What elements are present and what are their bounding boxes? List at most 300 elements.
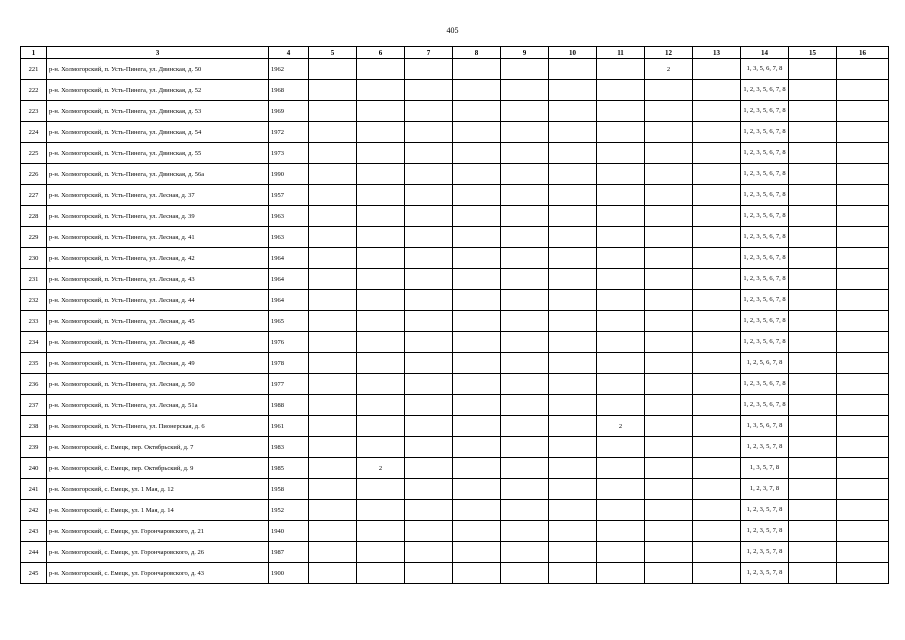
- year-cell: 1977: [269, 374, 309, 395]
- col8-cell: [453, 479, 501, 500]
- table-row: [21, 164, 889, 185]
- col5-cell: [309, 353, 357, 374]
- col13-cell: [693, 185, 741, 206]
- col8-cell: [453, 332, 501, 353]
- row-number-cell: 235: [21, 353, 47, 374]
- row-number-cell: 232: [21, 290, 47, 311]
- col8-cell: [453, 458, 501, 479]
- address-cell: р-н. Холмогорский, п. Усть-Пинега, ул. Двинская, д. 54: [47, 122, 269, 143]
- col12-cell: [645, 80, 693, 101]
- col14-cell: 1, 2, 3, 5, 6, 7, 8: [741, 164, 789, 185]
- col15-cell: [789, 164, 837, 185]
- col12-cell: [645, 563, 693, 584]
- table-row: [21, 437, 889, 458]
- col5-cell: [309, 59, 357, 80]
- col6-cell: [357, 206, 405, 227]
- address-cell: р-н. Холмогорский, п. Усть-Пинега, ул. Лесная, д. 50: [47, 374, 269, 395]
- col8-cell: [453, 122, 501, 143]
- col8-cell: [453, 374, 501, 395]
- col16-cell: [837, 437, 889, 458]
- col12-cell: [645, 206, 693, 227]
- col7-cell: [405, 521, 453, 542]
- col9-cell: [501, 248, 549, 269]
- col11-cell: [597, 59, 645, 80]
- col10-cell: [549, 332, 597, 353]
- col16-cell: [837, 416, 889, 437]
- col12-cell: [645, 248, 693, 269]
- col9-cell: [501, 101, 549, 122]
- col15-cell: [789, 206, 837, 227]
- col14-cell: 1, 2, 3, 5, 7, 8: [741, 542, 789, 563]
- col15-cell: [789, 500, 837, 521]
- col16-cell: [837, 248, 889, 269]
- address-cell: р-н. Холмогорский, п. Усть-Пинега, ул. Лесная, д. 44: [47, 290, 269, 311]
- col11-cell: [597, 353, 645, 374]
- column-header: 15: [789, 47, 837, 59]
- col10-cell: [549, 59, 597, 80]
- column-header: 11: [597, 47, 645, 59]
- col8-cell: [453, 563, 501, 584]
- page-number: 405: [446, 26, 459, 35]
- col6-cell: [357, 164, 405, 185]
- col9-cell: [501, 458, 549, 479]
- col7-cell: [405, 80, 453, 101]
- col16-cell: [837, 374, 889, 395]
- header-row: [21, 47, 889, 59]
- col7-cell: [405, 143, 453, 164]
- table-body: [21, 59, 889, 584]
- col16-cell: [837, 59, 889, 80]
- col5-cell: [309, 122, 357, 143]
- year-cell: 1940: [269, 521, 309, 542]
- col5-cell: [309, 80, 357, 101]
- col13-cell: [693, 164, 741, 185]
- col14-cell: 1, 2, 3, 5, 6, 7, 8: [741, 206, 789, 227]
- address-cell: р-н. Холмогорский, п. Усть-Пинега, ул. Лесная, д. 43: [47, 269, 269, 290]
- col13-cell: [693, 542, 741, 563]
- year-cell: 1990: [269, 164, 309, 185]
- col15-cell: [789, 185, 837, 206]
- table-row: [21, 374, 889, 395]
- col12-cell: 2: [645, 59, 693, 80]
- column-header: 6: [357, 47, 405, 59]
- col9-cell: [501, 311, 549, 332]
- col10-cell: [549, 374, 597, 395]
- col14-cell: 1, 3, 5, 7, 8: [741, 458, 789, 479]
- col5-cell: [309, 290, 357, 311]
- col16-cell: [837, 101, 889, 122]
- col8-cell: [453, 521, 501, 542]
- col7-cell: [405, 332, 453, 353]
- col15-cell: [789, 479, 837, 500]
- year-cell: 1983: [269, 437, 309, 458]
- table-row: [21, 143, 889, 164]
- col14-cell: 1, 2, 3, 5, 6, 7, 8: [741, 122, 789, 143]
- col14-cell: 1, 2, 3, 5, 6, 7, 8: [741, 80, 789, 101]
- address-cell: р-н. Холмогорский, п. Усть-Пинега, ул. Двинская, д. 52: [47, 80, 269, 101]
- col16-cell: [837, 395, 889, 416]
- col6-cell: [357, 353, 405, 374]
- col13-cell: [693, 374, 741, 395]
- col12-cell: [645, 290, 693, 311]
- address-cell: р-н. Холмогорский, п. Усть-Пинега, ул. Лесная, д. 48: [47, 332, 269, 353]
- col13-cell: [693, 101, 741, 122]
- table-row: [21, 416, 889, 437]
- row-number-cell: 239: [21, 437, 47, 458]
- col16-cell: [837, 164, 889, 185]
- row-number-cell: 226: [21, 164, 47, 185]
- col12-cell: [645, 521, 693, 542]
- col5-cell: [309, 143, 357, 164]
- col13-cell: [693, 332, 741, 353]
- table-row: [21, 80, 889, 101]
- col13-cell: [693, 479, 741, 500]
- col15-cell: [789, 563, 837, 584]
- col6-cell: [357, 374, 405, 395]
- col12-cell: [645, 416, 693, 437]
- col10-cell: [549, 248, 597, 269]
- col9-cell: [501, 206, 549, 227]
- col12-cell: [645, 122, 693, 143]
- col6-cell: [357, 101, 405, 122]
- col10-cell: [549, 122, 597, 143]
- row-number-cell: 227: [21, 185, 47, 206]
- col11-cell: [597, 80, 645, 101]
- col12-cell: [645, 164, 693, 185]
- col5-cell: [309, 248, 357, 269]
- year-cell: 1968: [269, 80, 309, 101]
- col9-cell: [501, 416, 549, 437]
- col16-cell: [837, 143, 889, 164]
- col8-cell: [453, 164, 501, 185]
- year-cell: 1964: [269, 248, 309, 269]
- col8-cell: [453, 416, 501, 437]
- col10-cell: [549, 542, 597, 563]
- col11-cell: [597, 206, 645, 227]
- col16-cell: [837, 80, 889, 101]
- address-cell: р-н. Холмогорский, с. Емецк, ул. Горончаровского, д. 21: [47, 521, 269, 542]
- col8-cell: [453, 101, 501, 122]
- col12-cell: [645, 185, 693, 206]
- col5-cell: [309, 269, 357, 290]
- col10-cell: [549, 500, 597, 521]
- col7-cell: [405, 395, 453, 416]
- col5-cell: [309, 101, 357, 122]
- address-cell: р-н. Холмогорский, с. Емецк, ул. Горончаровского, д. 43: [47, 563, 269, 584]
- address-cell: р-н. Холмогорский, с. Емецк, пер. Октябрьский, д. 9: [47, 458, 269, 479]
- year-cell: 1900: [269, 563, 309, 584]
- col7-cell: [405, 248, 453, 269]
- col16-cell: [837, 521, 889, 542]
- col13-cell: [693, 437, 741, 458]
- col10-cell: [549, 353, 597, 374]
- col8-cell: [453, 500, 501, 521]
- column-header: 16: [837, 47, 889, 59]
- address-cell: р-н. Холмогорский, п. Усть-Пинега, ул. Двинская, д. 55: [47, 143, 269, 164]
- table-row: [21, 59, 889, 80]
- col16-cell: [837, 206, 889, 227]
- col7-cell: [405, 269, 453, 290]
- col14-cell: 1, 2, 3, 5, 6, 7, 8: [741, 374, 789, 395]
- address-cell: р-н. Холмогорский, п. Усть-Пинега, ул. Лесная, д. 51а: [47, 395, 269, 416]
- col5-cell: [309, 521, 357, 542]
- col10-cell: [549, 227, 597, 248]
- col14-cell: 1, 3, 5, 6, 7, 8: [741, 59, 789, 80]
- year-cell: 1964: [269, 290, 309, 311]
- table-row: [21, 521, 889, 542]
- col16-cell: [837, 122, 889, 143]
- col13-cell: [693, 353, 741, 374]
- col6-cell: [357, 269, 405, 290]
- col10-cell: [549, 80, 597, 101]
- table-row: [21, 122, 889, 143]
- col15-cell: [789, 437, 837, 458]
- col16-cell: [837, 542, 889, 563]
- col15-cell: [789, 374, 837, 395]
- table-row: [21, 101, 889, 122]
- col9-cell: [501, 164, 549, 185]
- col7-cell: [405, 542, 453, 563]
- table-row: [21, 542, 889, 563]
- col6-cell: [357, 80, 405, 101]
- year-cell: 1973: [269, 143, 309, 164]
- col5-cell: [309, 395, 357, 416]
- col9-cell: [501, 185, 549, 206]
- col13-cell: [693, 143, 741, 164]
- col13-cell: [693, 248, 741, 269]
- col14-cell: 1, 2, 3, 5, 6, 7, 8: [741, 290, 789, 311]
- year-cell: 1957: [269, 185, 309, 206]
- col7-cell: [405, 164, 453, 185]
- col11-cell: [597, 122, 645, 143]
- col11-cell: [597, 227, 645, 248]
- col16-cell: [837, 458, 889, 479]
- address-cell: р-н. Холмогорский, п. Усть-Пинега, ул. Лесная, д. 37: [47, 185, 269, 206]
- col10-cell: [549, 143, 597, 164]
- col16-cell: [837, 479, 889, 500]
- col12-cell: [645, 437, 693, 458]
- column-header: 12: [645, 47, 693, 59]
- col9-cell: [501, 500, 549, 521]
- col8-cell: [453, 185, 501, 206]
- col10-cell: [549, 563, 597, 584]
- col9-cell: [501, 122, 549, 143]
- col10-cell: [549, 311, 597, 332]
- col7-cell: [405, 563, 453, 584]
- table-row: [21, 290, 889, 311]
- year-cell: 1952: [269, 500, 309, 521]
- year-cell: 1962: [269, 59, 309, 80]
- col14-cell: 1, 2, 3, 5, 6, 7, 8: [741, 395, 789, 416]
- col8-cell: [453, 227, 501, 248]
- col10-cell: [549, 185, 597, 206]
- col9-cell: [501, 290, 549, 311]
- row-number-cell: 244: [21, 542, 47, 563]
- col5-cell: [309, 227, 357, 248]
- col14-cell: 1, 2, 3, 5, 6, 7, 8: [741, 185, 789, 206]
- col16-cell: [837, 311, 889, 332]
- col9-cell: [501, 374, 549, 395]
- col12-cell: [645, 143, 693, 164]
- col15-cell: [789, 521, 837, 542]
- col14-cell: 1, 2, 3, 5, 7, 8: [741, 521, 789, 542]
- col8-cell: [453, 437, 501, 458]
- col7-cell: [405, 59, 453, 80]
- column-header: 8: [453, 47, 501, 59]
- col16-cell: [837, 332, 889, 353]
- col5-cell: [309, 479, 357, 500]
- col8-cell: [453, 143, 501, 164]
- col7-cell: [405, 479, 453, 500]
- col8-cell: [453, 311, 501, 332]
- col9-cell: [501, 437, 549, 458]
- col11-cell: [597, 185, 645, 206]
- col6-cell: [357, 542, 405, 563]
- row-number-cell: 225: [21, 143, 47, 164]
- column-header: 10: [549, 47, 597, 59]
- col8-cell: [453, 248, 501, 269]
- col6-cell: [357, 416, 405, 437]
- address-cell: р-н. Холмогорский, с. Емецк, пер. Октябрьский, д. 7: [47, 437, 269, 458]
- table-row: [21, 248, 889, 269]
- col15-cell: [789, 227, 837, 248]
- col10-cell: [549, 290, 597, 311]
- column-header: 14: [741, 47, 789, 59]
- col8-cell: [453, 59, 501, 80]
- col7-cell: [405, 101, 453, 122]
- col6-cell: [357, 395, 405, 416]
- row-number-cell: 245: [21, 563, 47, 584]
- col6-cell: [357, 227, 405, 248]
- row-number-cell: 233: [21, 311, 47, 332]
- col14-cell: 1, 2, 3, 5, 7, 8: [741, 437, 789, 458]
- col8-cell: [453, 80, 501, 101]
- col6-cell: [357, 500, 405, 521]
- table-row: [21, 332, 889, 353]
- column-header: 13: [693, 47, 741, 59]
- address-cell: р-н. Холмогорский, с. Емецк, ул. Горончаровского, д. 26: [47, 542, 269, 563]
- col15-cell: [789, 269, 837, 290]
- col13-cell: [693, 227, 741, 248]
- col12-cell: [645, 332, 693, 353]
- col10-cell: [549, 521, 597, 542]
- year-cell: 1969: [269, 101, 309, 122]
- col10-cell: [549, 458, 597, 479]
- col15-cell: [789, 248, 837, 269]
- col16-cell: [837, 500, 889, 521]
- col15-cell: [789, 59, 837, 80]
- col11-cell: [597, 311, 645, 332]
- col10-cell: [549, 416, 597, 437]
- col5-cell: [309, 164, 357, 185]
- col15-cell: [789, 332, 837, 353]
- col11-cell: [597, 500, 645, 521]
- address-cell: р-н. Холмогорский, п. Усть-Пинега, ул. Лесная, д. 42: [47, 248, 269, 269]
- col11-cell: [597, 290, 645, 311]
- col15-cell: [789, 395, 837, 416]
- col16-cell: [837, 563, 889, 584]
- col14-cell: 1, 2, 3, 5, 6, 7, 8: [741, 101, 789, 122]
- col12-cell: [645, 458, 693, 479]
- year-cell: 1964: [269, 269, 309, 290]
- col13-cell: [693, 122, 741, 143]
- year-cell: 1961: [269, 416, 309, 437]
- col13-cell: [693, 458, 741, 479]
- col15-cell: [789, 542, 837, 563]
- col5-cell: [309, 563, 357, 584]
- table-row: [21, 227, 889, 248]
- col12-cell: [645, 269, 693, 290]
- row-number-cell: 221: [21, 59, 47, 80]
- col14-cell: 1, 2, 3, 5, 7, 8: [741, 500, 789, 521]
- col6-cell: [357, 122, 405, 143]
- col7-cell: [405, 458, 453, 479]
- housing-register-table: [20, 46, 889, 584]
- col11-cell: 2: [597, 416, 645, 437]
- year-cell: 1988: [269, 395, 309, 416]
- col11-cell: [597, 542, 645, 563]
- col7-cell: [405, 500, 453, 521]
- col14-cell: 1, 2, 3, 5, 6, 7, 8: [741, 248, 789, 269]
- column-header: 3: [47, 47, 269, 59]
- col14-cell: 1, 2, 3, 5, 7, 8: [741, 563, 789, 584]
- col9-cell: [501, 332, 549, 353]
- col6-cell: [357, 437, 405, 458]
- col12-cell: [645, 311, 693, 332]
- col14-cell: 1, 2, 3, 5, 6, 7, 8: [741, 332, 789, 353]
- col5-cell: [309, 311, 357, 332]
- col7-cell: [405, 122, 453, 143]
- col6-cell: [357, 521, 405, 542]
- col11-cell: [597, 248, 645, 269]
- col14-cell: 1, 2, 3, 7, 8: [741, 479, 789, 500]
- col6-cell: [357, 143, 405, 164]
- table-row: [21, 311, 889, 332]
- address-cell: р-н. Холмогорский, п. Усть-Пинега, ул. Двинская, д. 53: [47, 101, 269, 122]
- year-cell: 1976: [269, 332, 309, 353]
- col6-cell: [357, 311, 405, 332]
- row-number-cell: 234: [21, 332, 47, 353]
- col9-cell: [501, 269, 549, 290]
- col11-cell: [597, 395, 645, 416]
- col9-cell: [501, 521, 549, 542]
- col6-cell: 2: [357, 458, 405, 479]
- col16-cell: [837, 269, 889, 290]
- col16-cell: [837, 227, 889, 248]
- table-row: [21, 458, 889, 479]
- col11-cell: [597, 521, 645, 542]
- col9-cell: [501, 80, 549, 101]
- col15-cell: [789, 416, 837, 437]
- col6-cell: [357, 59, 405, 80]
- col10-cell: [549, 437, 597, 458]
- col15-cell: [789, 290, 837, 311]
- col7-cell: [405, 290, 453, 311]
- col11-cell: [597, 164, 645, 185]
- col13-cell: [693, 80, 741, 101]
- address-cell: р-н. Холмогорский, п. Усть-Пинега, ул. Лесная, д. 49: [47, 353, 269, 374]
- table-row: [21, 206, 889, 227]
- col10-cell: [549, 479, 597, 500]
- col12-cell: [645, 395, 693, 416]
- col15-cell: [789, 101, 837, 122]
- col6-cell: [357, 332, 405, 353]
- col14-cell: 1, 2, 5, 6, 7, 8: [741, 353, 789, 374]
- row-number-cell: 222: [21, 80, 47, 101]
- col8-cell: [453, 269, 501, 290]
- col15-cell: [789, 311, 837, 332]
- column-header: 7: [405, 47, 453, 59]
